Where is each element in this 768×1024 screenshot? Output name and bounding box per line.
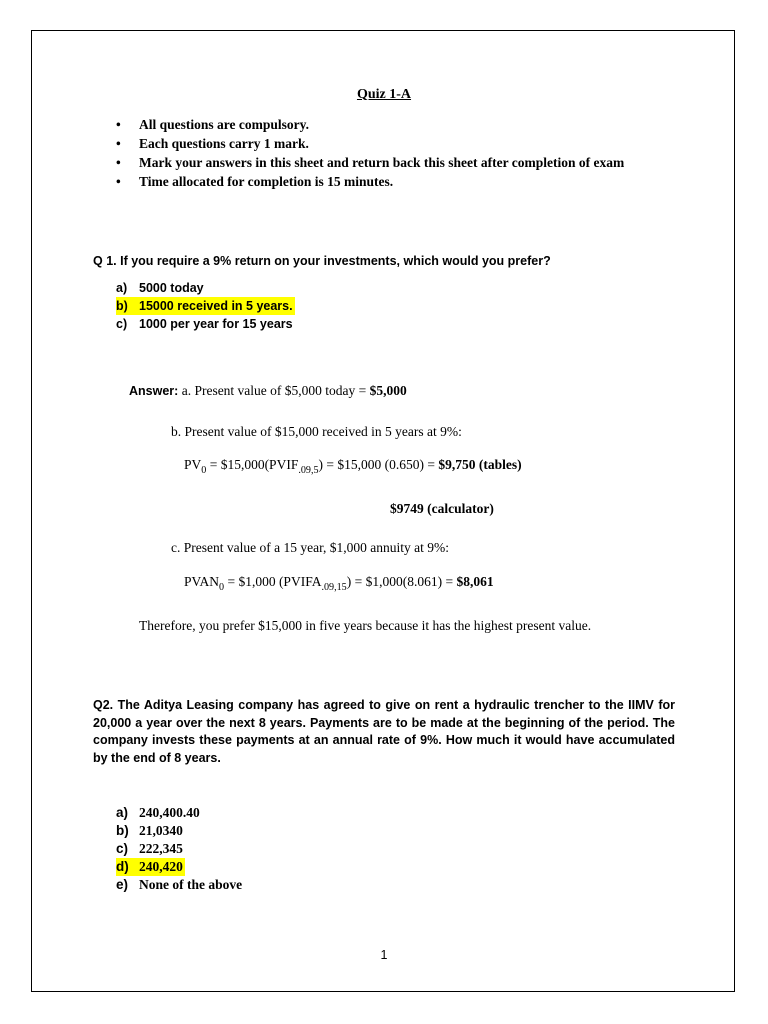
page-number: 1: [380, 948, 388, 962]
option-letter: b): [116, 823, 129, 838]
instruction-item: • Mark your answers in this sheet and return back this sheet after completion of exam: [116, 155, 625, 170]
option-letter: c): [116, 841, 129, 856]
option-text: 21,0340: [139, 823, 183, 838]
option-text: 5000 today: [139, 281, 204, 295]
q2-question: Q2. The Aditya Leasing company has agreed to give on rent a hydraulic trencher to the IIMV for 20,000 a year over the next 8 years. Payments are to be made at the beginning of the period. The company invests these payments at an annual rate of 9%. How much it would have accumulated by the end of 8 years.: [93, 698, 675, 766]
instruction-item: • Each questions carry 1 mark.: [116, 136, 309, 151]
option-letter: b): [116, 299, 128, 313]
option-letter: e): [116, 877, 129, 892]
option-letter: a): [116, 281, 128, 295]
pv-formula: $PV_0$ = $\$15,000(PVIF_{.09,5})$ = $15,000 (0.650) = $9,750 (tables): [184, 457, 522, 476]
option-text: 240,400.40: [139, 805, 200, 820]
option-text: 1000 per year for 15 years: [139, 317, 293, 331]
q2-option-a: [116, 804, 242, 822]
option-letter: a): [116, 805, 129, 820]
pvan-formula: $PVAN_0$ = $1,000 $(PVIFA_{.09,15})$ = $1,000(8.061) = $8,061: [184, 574, 494, 593]
option-text: None of the above: [139, 877, 243, 892]
q1-question: Q 1. If you require a 9% return on your investments, which would you prefer?: [93, 254, 551, 268]
q2-option-c: [116, 840, 242, 858]
bullet-icon: •: [116, 117, 121, 132]
q1-option-c: [116, 315, 295, 333]
q1-option-a: [116, 279, 295, 297]
instruction-item: • All questions are compulsory.: [116, 117, 310, 132]
bullet-icon: •: [116, 174, 121, 189]
answer-line-c: c. Present value of a 15 year, $1,000 annuity at 9%:: [171, 540, 450, 555]
calculator-value: $9749 (calculator): [390, 501, 494, 516]
q2-option-d: [116, 858, 185, 876]
bullet-icon: •: [116, 136, 121, 151]
option-text: 222,345: [139, 841, 183, 856]
q1-options: [116, 279, 295, 333]
page-title: Quiz 1-A: [356, 87, 412, 102]
instruction-item: • Time allocated for completion is 15 minutes.: [116, 174, 394, 189]
q2-options: [116, 804, 242, 894]
q2-option-b: [116, 822, 242, 840]
option-text: 240,420: [139, 859, 183, 874]
option-text: 15000 received in 5 years.: [139, 299, 293, 313]
answer-label: Answer:: [129, 384, 179, 398]
answer-line-b: b. Present value of $15,000 received in 5 years at 9%:: [171, 424, 462, 439]
option-letter: c): [116, 317, 128, 331]
bullet-icon: •: [116, 155, 121, 170]
answer-conclusion: Therefore, you prefer $15,000 in five years because it has the highest present value.: [139, 618, 592, 633]
answer-line-a: Answer: a. Present value of $5,000 today = $5,000: [129, 383, 407, 398]
option-letter: d): [116, 859, 129, 874]
q2-option-e: [116, 876, 242, 894]
instructions-list: [116, 115, 624, 191]
q1-option-b: [116, 297, 295, 315]
